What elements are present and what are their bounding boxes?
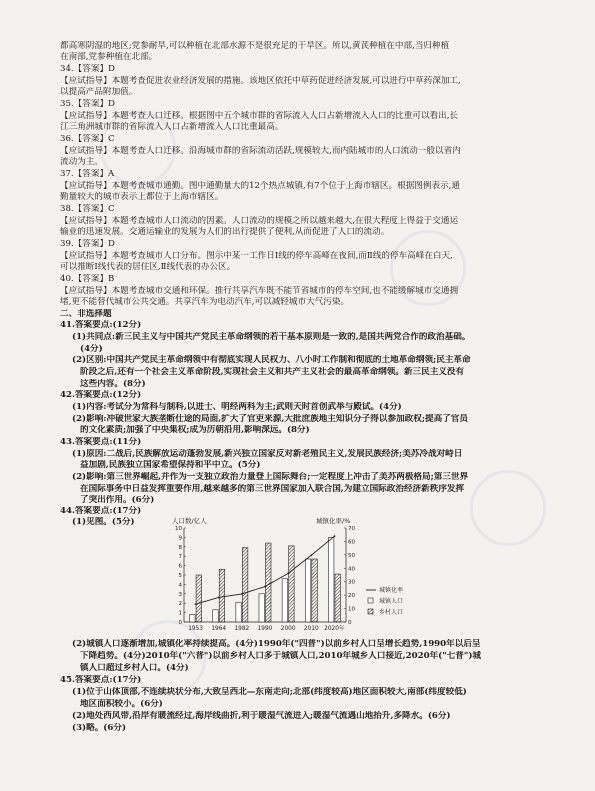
answer-line: 益加剧,民族独立国家希望保持和平中立。(5分)	[80, 460, 261, 470]
y-left-tick-label: 4	[178, 582, 182, 589]
text-line: 【应试指导】本题考查城市交通和环保。推行共享汽车既不能节省城市的停车空间,也不能缓解城市交通拥	[60, 286, 459, 296]
answer-line: 在国际事务中日益发挥重要作用,越来越多的第三世界国家加入联合国,为建立国际政治经济新秩序发挥	[80, 484, 465, 494]
text-line: 输业的迅速发展。交通运输业的发展为人们的出行提供了便利,从而促进了人口的流动。	[60, 227, 390, 237]
y-right-tick-label: 70	[348, 526, 355, 532]
answer-line: (3)略。(6分)	[72, 723, 127, 733]
answer-line: (1)见图。(5分)	[72, 517, 135, 527]
bar-rural-population	[242, 548, 248, 622]
y-left-tick-label: 0	[178, 620, 182, 626]
text-line: 36.【答案】C	[60, 134, 115, 144]
bar-rural-population	[266, 543, 272, 622]
answer-line: 下降趋势。(4分)2010年("六普")以前乡村人口多于城镇人口,2010年城乡人口接近,2020年("七普")城	[80, 651, 482, 661]
y-left-tick-label: 6	[178, 563, 182, 570]
question-heading: 42.答案要点:(12分)	[60, 390, 142, 400]
text-line: 【应试指导】本题考查人口迁移。沿海城市群的省际流动活跃,规模较大,而内陆城市的人口流动一般以省内	[60, 146, 461, 156]
y-right-tick-label: 20	[348, 593, 355, 600]
point-urbanization-rate	[287, 572, 289, 574]
population-urbanization-chart	[170, 516, 430, 636]
x-tick-label: 1953	[188, 626, 203, 632]
text-line: 【应试指导】本题考查城市通勤。图中通勤量大的12个热点城镇,有7个位于上海市辖区。根据图例表示,通	[60, 181, 460, 191]
y-left-tick-label: 9	[178, 535, 182, 542]
text-line: 38.【答案】C	[60, 204, 115, 214]
answer-line: (2)城镇人口逐渐增加,城镇化率持续提高。(4分)1990年("四普")以前乡村人口呈增长趋势,1990年以后呈	[72, 639, 481, 649]
bar-rural-population	[312, 559, 318, 622]
x-tick-label: 2020年	[324, 626, 345, 632]
point-urbanization-rate	[195, 603, 197, 605]
bar-rural-population	[289, 546, 295, 622]
point-urbanization-rate	[241, 593, 243, 595]
point-urbanization-rate	[334, 535, 336, 537]
point-urbanization-rate	[218, 597, 220, 599]
text-line: 【应试指导】本题考查促进农业经济发展的措施。该地区依托中草药促进经济发展,可以进行中草药深加工,	[60, 76, 461, 86]
legend-label: 城镇人口	[379, 598, 404, 605]
text-line: 【应试指导】本题考查城市人口流动的因素。人口流动的规模之所以越来越大,在很大程度上得益于交通运	[60, 216, 459, 226]
text-line: 40.【答案】B	[60, 274, 115, 284]
point-urbanization-rate	[264, 586, 266, 588]
legend-rural-swatch	[368, 609, 373, 614]
answer-line: (2)影响:第三世界崛起,并作为一支独立政治力量登上国际舞台;一定程度上冲击了美苏两极格局;第三世界	[72, 472, 469, 482]
text-line: 在南部,党参种植在北部。	[60, 52, 158, 62]
section-heading: 二、非选择题	[60, 309, 112, 319]
y-left-tick-label: 7	[178, 554, 182, 561]
question-heading: 43.答案要点:(11分)	[60, 437, 142, 447]
x-tick-label: 1982	[234, 626, 250, 632]
text-line: 堵,更不能替代城市公共交通。共享汽车为电动汽车,可以减轻城市大气污染。	[60, 297, 350, 307]
answer-line: 阶段之后,还有一个社会主义革命阶段,实现社会主义和共产主义社会的最高革命纲领。新三民主义没有	[80, 367, 465, 377]
y-right-tick-label: 10	[348, 606, 355, 613]
bar-urban-population	[305, 559, 311, 622]
y-right-axis-label: 城镇化率/%	[316, 517, 351, 525]
y-left-tick-label: 1	[178, 610, 182, 617]
x-tick-label: 1964	[211, 626, 227, 632]
y-right-tick-label: 60	[348, 539, 355, 546]
text-line: 37.【答案】A	[60, 169, 115, 179]
y-right-tick-label: 30	[348, 579, 355, 586]
text-line: 勤量较大的城市表示上都位于上海市辖区。	[60, 192, 224, 202]
text-line: 流动为主。	[60, 157, 103, 167]
question-heading: 44.答案要点:(17分)	[60, 506, 142, 516]
text-line: 34.【答案】D	[60, 64, 115, 74]
y-right-tick-label: 50	[348, 552, 355, 559]
answer-line: 这些内容。(8分)	[80, 379, 146, 389]
answer-line: 地区面积较小。(6分)	[80, 699, 163, 709]
point-urbanization-rate	[310, 554, 312, 556]
answer-line: 镇人口超过乡村人口。(4分)	[80, 663, 189, 673]
answer-line: 的文化素质;加强了中央集权;成为历朝沿用,影响深远。(8分)	[80, 425, 310, 435]
bar-urban-population	[236, 602, 242, 622]
answer-line: (2)影响:冲破世家大族垄断仕途的局面,扩大了官吏来源,大批庶族地主知识分子得以参加政权;提高了官员	[72, 414, 468, 424]
answer-line: (2)地处西风带,沿岸有暖流经过,海岸线曲折,利于暖湿气流进入;暖湿气流遇山地抬升,多降水。(6分)	[72, 711, 451, 721]
legend-label: 城镇化率	[379, 587, 404, 594]
answer-line: (1)内容:考试分为常科与制科,以进士、明经两科为主;武则天时首创武举与殿试。(4分)	[72, 402, 402, 412]
y-left-tick-label: 2	[178, 601, 182, 608]
bar-urban-population	[328, 537, 334, 622]
x-tick-label: 1990	[257, 626, 273, 632]
bar-rural-population	[335, 574, 341, 622]
legend-label: 乡村人口	[379, 609, 404, 616]
text-line: 江三角洲城市群的省际流入人口占新增流入人口比重最高。	[60, 122, 284, 132]
text-line: 以提高产品附加值。	[60, 87, 138, 97]
answer-line: (1)原因:二战后,民族解放运动蓬勃发展,新兴独立国家反对新老殖民主义,发展民族经济;美苏冷战对峙日	[72, 449, 463, 459]
y-right-tick-label: 40	[348, 566, 355, 573]
text-line: 39.【答案】D	[60, 239, 115, 249]
y-right-tick-label: 0	[348, 620, 352, 626]
answer-line: 了突出作用。(6分)	[80, 495, 155, 505]
bar-urban-population	[259, 594, 265, 622]
text-line: 35.【答案】D	[60, 99, 115, 109]
legend-urban-swatch	[368, 598, 373, 603]
bar-rural-population	[196, 575, 202, 622]
y-left-tick-label: 5	[178, 573, 182, 579]
bar-urban-population	[282, 579, 288, 622]
y-left-tick-label: 8	[178, 544, 182, 551]
text-line: 【应试指导】本题考查人口迁移。根据图中五个城市群的省际流入人口占新增流入人口的比重可以看出,长	[60, 111, 459, 121]
x-tick-label: 2000	[280, 626, 296, 632]
bar-urban-population	[190, 614, 196, 622]
y-left-tick-label: 3	[178, 591, 182, 598]
x-tick-label: 2010	[303, 626, 319, 632]
text-line: 可以推断Ⅰ线代表的居住区,Ⅱ线代表的办公区。	[60, 262, 236, 272]
question-heading: 41.答案要点:(12分)	[60, 320, 142, 330]
question-heading: 45.答案要点:(17分)	[60, 675, 142, 685]
answer-line: (1)共同点:新三民主义与中国共产党民主革命纲领的若干基本原则是一致的,是国共两党合作的政治基础。	[72, 332, 471, 342]
bar-rural-population	[219, 569, 225, 622]
answer-line: (4分)	[80, 344, 103, 354]
y-left-axis-label: 人口数/亿人	[172, 517, 207, 525]
bar-urban-population	[213, 610, 219, 622]
answer-line: (1)位于山体顶部,不连续块状分布,大致呈西北—东南走向;北部(纬度较高)地区面积较大,南部(纬度较低)	[72, 687, 467, 697]
answer-line: (2)区别:中国共产党民主革命纲领中有彻底实现人民权力、八小时工作制和彻底的土地革命纲领;民主革命	[72, 355, 471, 365]
text-line: 都高寒阴湿的地区;党参耐旱,可以种植在北部水源不是很充足的干旱区。所以,黄芪种植在中部,当归种植	[60, 41, 450, 51]
text-line: 【应试指导】本题考查城市人口分布。图示中某一工作日Ⅰ线的停车高峰在夜间,而Ⅱ线的停车高峰在白天,	[60, 251, 453, 261]
y-left-tick-label: 10	[175, 526, 182, 532]
